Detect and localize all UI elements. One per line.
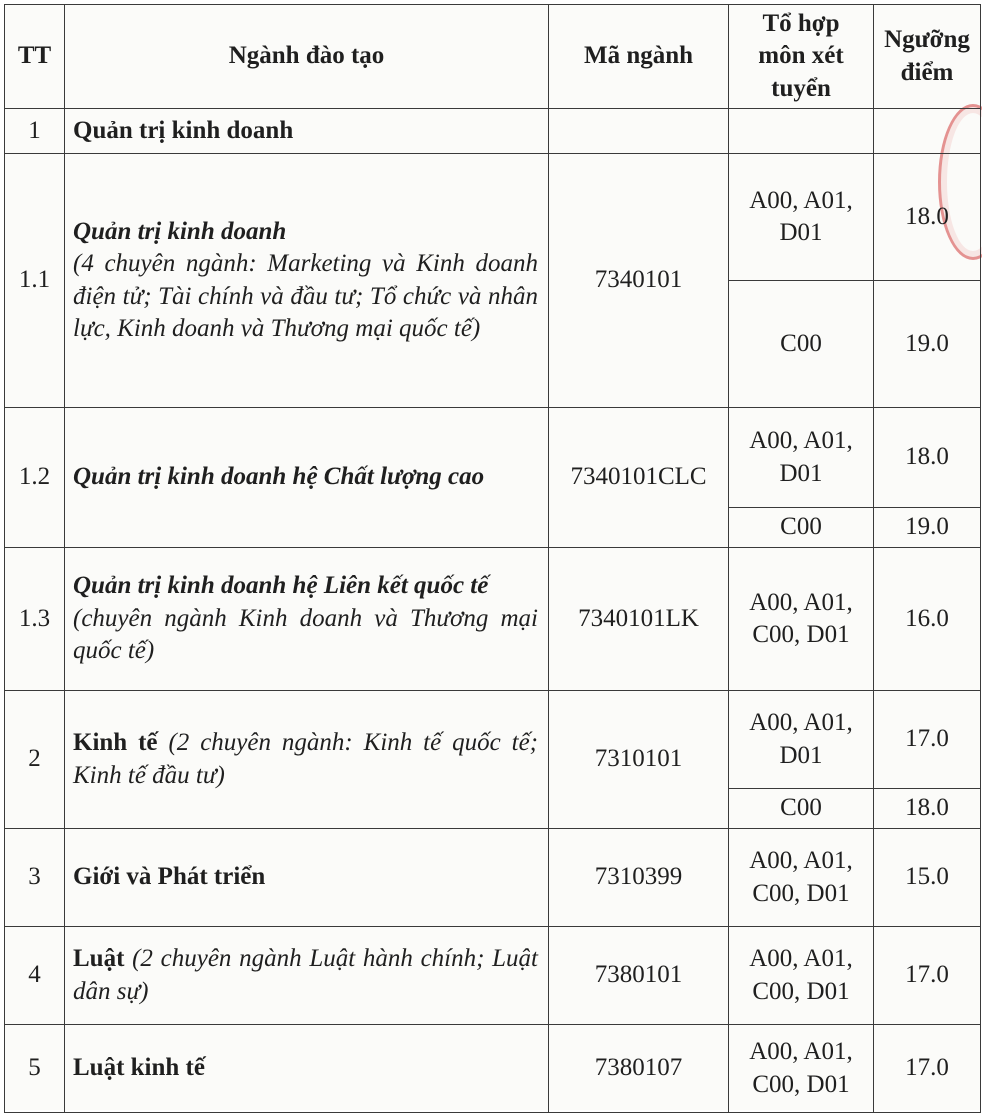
header-tt: TT — [5, 5, 65, 109]
row-combo: A00, A01, C00, D01 — [729, 927, 874, 1025]
row-major — [65, 691, 549, 829]
row-combo: A00, A01, C00, D01 — [729, 1025, 874, 1113]
major-title: Quản trị kinh doanh — [73, 116, 294, 144]
major-title: Kinh tế — [73, 729, 158, 756]
major-title: Luật kinh tế — [73, 1054, 205, 1082]
table-row — [5, 927, 981, 1025]
table-row — [5, 154, 981, 281]
major-note: (4 chuyên ngành: Marketing và Kinh doanh điện tử; Tài chính và đầu tư; Tổ chức và nhân lực, Kinh doanh và Thương mại quốc tế) — [73, 250, 538, 342]
header-combo: Tổ hợp môn xét tuyển — [729, 5, 874, 109]
row-code: 7340101CLC — [549, 408, 729, 548]
row-code: 7340101LK — [549, 548, 729, 691]
row-score: 17.0 — [874, 691, 981, 789]
row-score: 18.0 — [874, 789, 981, 829]
row-tt: 4 — [5, 927, 65, 1025]
row-tt: 1.2 — [5, 408, 65, 548]
row-tt: 3 — [5, 829, 65, 927]
table-row — [5, 408, 981, 508]
row-code — [549, 109, 729, 154]
row-major — [65, 408, 549, 548]
row-tt: 1.3 — [5, 548, 65, 691]
row-combo: A00, A01, D01 — [729, 691, 874, 789]
row-code: 7310399 — [549, 829, 729, 927]
table-row — [5, 829, 981, 927]
row-combo: A00, A01, C00, D01 — [729, 548, 874, 691]
admission-table-document — [4, 4, 980, 1110]
table-row — [5, 109, 981, 154]
row-major — [65, 109, 549, 154]
row-tt: 1.1 — [5, 154, 65, 408]
row-score — [874, 109, 981, 154]
header-score: Ngưỡng điểm — [874, 5, 981, 109]
major-title: Giới và Phát triển — [73, 863, 266, 891]
row-major — [65, 927, 549, 1025]
row-score: 18.0 — [874, 154, 981, 281]
major-title: Luật — [73, 945, 125, 972]
row-major — [65, 154, 549, 408]
row-combo: C00 — [729, 508, 874, 548]
row-tt: 5 — [5, 1025, 65, 1113]
row-score: 19.0 — [874, 281, 981, 408]
row-combo — [729, 109, 874, 154]
row-combo: C00 — [729, 281, 874, 408]
header-row — [5, 5, 981, 109]
row-combo: A00, A01, C00, D01 — [729, 829, 874, 927]
major-note: (chuyên ngành Kinh doanh và Thương mại quốc tế) — [73, 604, 538, 665]
table-row — [5, 548, 981, 691]
row-tt: 2 — [5, 691, 65, 829]
row-major — [65, 548, 549, 691]
row-combo: C00 — [729, 789, 874, 829]
row-score: 18.0 — [874, 408, 981, 508]
table-row — [5, 1025, 981, 1113]
row-score: 17.0 — [874, 1025, 981, 1113]
row-combo: A00, A01, D01 — [729, 154, 874, 281]
major-title: Quản trị kinh doanh hệ Chất lượng cao — [73, 463, 485, 491]
table-row — [5, 691, 981, 789]
row-score: 15.0 — [874, 829, 981, 927]
header-code: Mã ngành — [549, 5, 729, 109]
major-note: (2 chuyên ngành: Kinh tế quốc tế; Kinh tế đầu tư) — [73, 729, 539, 789]
row-score: 17.0 — [874, 927, 981, 1025]
admission-table — [4, 4, 981, 1113]
row-code: 7340101 — [549, 154, 729, 408]
row-major — [65, 1025, 549, 1113]
major-note: (2 chuyên ngành Luật hành chính; Luật dân sự) — [73, 945, 538, 1005]
row-tt: 1 — [5, 109, 65, 154]
row-major — [65, 829, 549, 927]
row-code: 7380101 — [549, 927, 729, 1025]
row-code: 7380107 — [549, 1025, 729, 1113]
header-major: Ngành đào tạo — [65, 5, 549, 109]
major-title: Quản trị kinh doanh hệ Liên kết quốc tế — [73, 572, 489, 600]
row-score: 19.0 — [874, 508, 981, 548]
row-combo: A00, A01, D01 — [729, 408, 874, 508]
row-score: 16.0 — [874, 548, 981, 691]
major-title: Quản trị kinh doanh — [73, 217, 287, 245]
row-code: 7310101 — [549, 691, 729, 829]
